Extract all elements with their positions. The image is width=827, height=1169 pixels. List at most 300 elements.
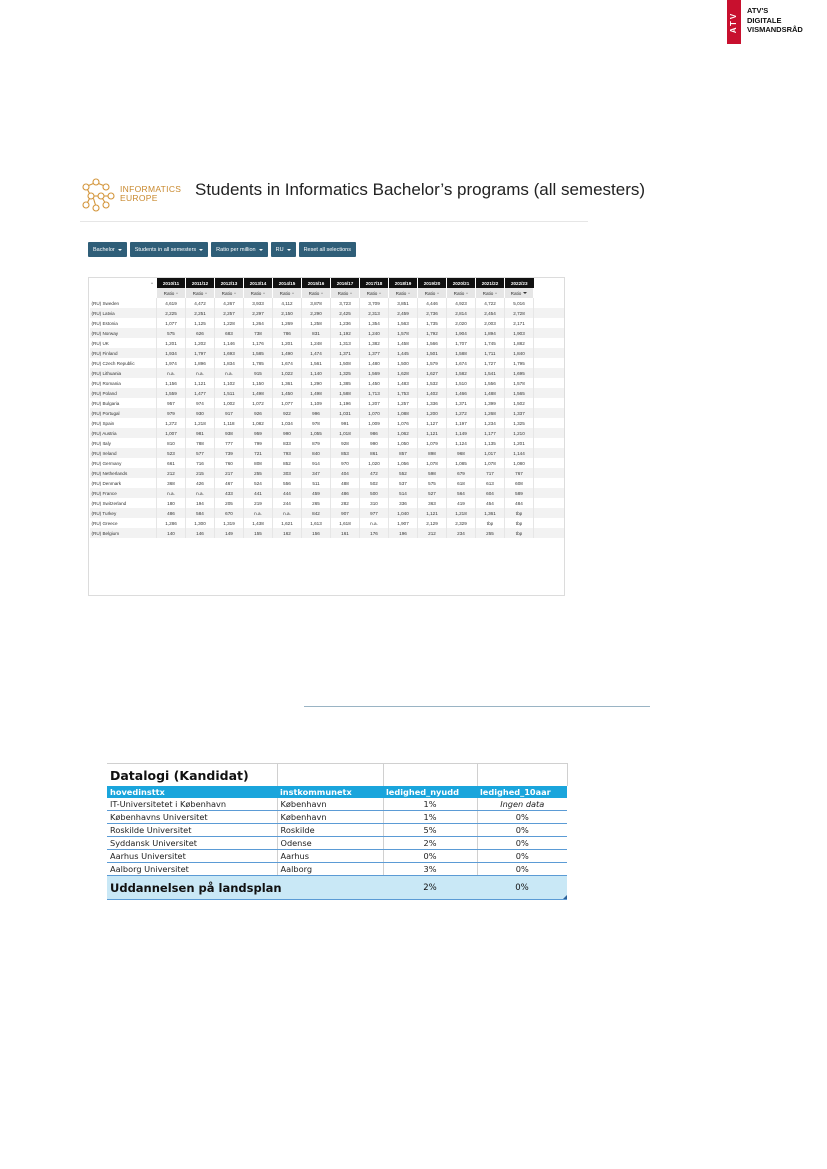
unemployment-new-cell: 5%	[383, 824, 477, 837]
ratio-cell: 1,236	[331, 318, 360, 328]
ratio-cell: 1,258	[302, 318, 331, 328]
ratio-cell: 738	[244, 328, 273, 338]
ratio-cell: 977	[360, 508, 389, 518]
ratio-cell: 1,792	[418, 328, 447, 338]
ratio-cell: 1,150	[244, 378, 273, 388]
ratio-cell: 1,077	[273, 398, 302, 408]
ratio-cell: 1,556	[476, 378, 505, 388]
ratio-cell: 5,016	[505, 298, 534, 308]
ratio-cell: 898	[418, 448, 447, 458]
ratio-cell: 1,450	[273, 388, 302, 398]
ratio-cell: 1,072	[244, 398, 273, 408]
ratio-cell: 1,466	[447, 388, 476, 398]
ratio-cell: 1,753	[389, 388, 418, 398]
ratio-cell: 552	[389, 468, 418, 478]
table-row	[107, 798, 567, 811]
table-row	[90, 328, 564, 338]
ratio-cell: 970	[331, 458, 360, 468]
datalogi-header-row	[107, 786, 567, 798]
table-row	[90, 448, 564, 458]
ratio-cell: 1,502	[505, 398, 534, 408]
ratio-cell: 1,272	[447, 408, 476, 418]
ratio-cell: 721	[244, 448, 273, 458]
unemployment-10y-cell: 0%	[477, 824, 567, 837]
ratio-cell: 1,483	[389, 378, 418, 388]
ratio-cell: 1,477	[186, 388, 215, 398]
sort-asc-icon	[350, 292, 352, 294]
table-row	[90, 368, 564, 378]
country-cell: (RU) Sweden	[91, 300, 120, 306]
year-column-header[interactable]: 2018/19	[389, 278, 418, 288]
sort-asc-icon	[466, 292, 468, 294]
ratio-cell: 4,722	[476, 298, 505, 308]
ratio-cell: 914	[302, 458, 331, 468]
ratio-sort-header[interactable]: Ratio	[331, 288, 360, 298]
ratio-cell: 1,354	[360, 318, 389, 328]
ratio-cell: 2,251	[186, 308, 215, 318]
ratio-cell: 486	[331, 488, 360, 498]
table-row	[90, 508, 564, 518]
ratio-cell: 502	[360, 478, 389, 488]
column-header: ledighed_nyudd	[383, 786, 477, 798]
informatics-europe-wordmark: INFORMATICS EUROPE	[120, 184, 182, 203]
ratio-cell: n.a.	[244, 508, 273, 518]
ratio-cell: 1,361	[476, 508, 505, 518]
unemployment-new-cell: 1%	[383, 798, 477, 811]
ratio-cell: 523	[157, 448, 186, 458]
table-row	[107, 811, 567, 824]
ratio-cell: 3,723	[331, 298, 360, 308]
ratio-cell: 368	[157, 478, 186, 488]
ratio-cell: 2,459	[389, 308, 418, 318]
ratio-sort-header[interactable]: Ratio	[157, 288, 186, 298]
table-row	[90, 348, 564, 358]
sort-asc-icon	[234, 292, 236, 294]
ratio-cell: 1,727	[476, 358, 505, 368]
ratio-cell: 978	[302, 418, 331, 428]
ratio-cell: 347	[302, 468, 331, 478]
ratio-cell: 857	[389, 448, 418, 458]
ratio-cell: 459	[302, 488, 331, 498]
country-cell: (RU) Norway	[90, 328, 157, 338]
divider	[304, 706, 650, 707]
municipality-cell: Aarhus	[277, 850, 383, 863]
ratio-cell: 1,109	[302, 398, 331, 408]
ratio-cell: 2,728	[505, 308, 534, 318]
ratio-cell: 683	[215, 328, 244, 338]
ratio-cell: 1,627	[418, 368, 447, 378]
ratio-cell: tbp	[505, 518, 534, 528]
ratio-cell: 968	[447, 448, 476, 458]
table-row	[107, 863, 567, 876]
ratio-cell: 1,201	[505, 438, 534, 448]
ratio-cell: 217	[215, 468, 244, 478]
resize-handle-icon	[563, 895, 567, 899]
ratio-cell: 1,713	[360, 388, 389, 398]
ratio-cell: 661	[157, 458, 186, 468]
year-header-row	[90, 278, 564, 288]
ratio-sort-header[interactable]: Ratio	[360, 288, 389, 298]
reset-selections-button[interactable]: Reset all selections	[299, 242, 356, 257]
ratio-cell: 840	[302, 448, 331, 458]
column-header: instkommunetx	[277, 786, 383, 798]
ratio-sort-header[interactable]: Ratio	[476, 288, 505, 298]
unemployment-10y-cell: 0%	[477, 850, 567, 863]
ratio-cell: 928	[331, 438, 360, 448]
ratio-cell: 1,510	[447, 378, 476, 388]
municipality-cell: Aalborg	[277, 863, 383, 876]
ratio-cell: 1,140	[302, 368, 331, 378]
ratio-cell: 1,797	[186, 348, 215, 358]
ratio-cell: 444	[273, 488, 302, 498]
ratio-cell: 1,896	[186, 358, 215, 368]
sort-desc-icon	[523, 292, 527, 294]
ratio-cell: 454	[476, 498, 505, 508]
ratio-cell: 1,399	[476, 398, 505, 408]
ratio-sort-header[interactable]: Ratio	[418, 288, 447, 298]
metric-filter-button[interactable]: Ratio per million	[211, 242, 267, 257]
ratio-cell: 426	[186, 478, 215, 488]
ratio-cell: 524	[244, 478, 273, 488]
ratio-cell: 176	[360, 528, 389, 538]
ratio-cell: 1,102	[215, 378, 244, 388]
year-column-header[interactable]: 2010/11	[157, 278, 186, 288]
table-row	[90, 298, 564, 308]
ratio-cell: n.a.	[186, 368, 215, 378]
country-cell: (RU) Greece	[91, 520, 118, 526]
ratio-cell: 831	[302, 328, 331, 338]
ratio-cell: 981	[186, 428, 215, 438]
ratio-cell: 2,003	[476, 318, 505, 328]
ratio-cell: 1,559	[157, 388, 186, 398]
year-column-header[interactable]: 2011/12	[186, 278, 215, 288]
total-unemployment-new: 2%	[383, 876, 477, 900]
year-column-header[interactable]: 2019/20	[418, 278, 447, 288]
country-cell: (RU) Switzerland	[91, 500, 127, 506]
column-header: ledighed_10aar	[477, 786, 567, 798]
ratio-cell: 1,674	[447, 358, 476, 368]
ratio-cell: 608	[505, 478, 534, 488]
students-table-container	[88, 277, 565, 596]
ratio-cell: 991	[331, 418, 360, 428]
ratio-cell: 1,007	[157, 428, 186, 438]
ratio-header-row	[90, 288, 564, 298]
ratio-cell: 1,079	[418, 438, 447, 448]
sort-asc-icon	[379, 292, 381, 294]
country-cell: (RU) Czech Republic	[91, 360, 135, 366]
ratio-cell: 917	[215, 408, 244, 418]
ratio-cell: 852	[273, 458, 302, 468]
ratio-cell: 879	[302, 438, 331, 448]
ratio-cell: 1,082	[244, 418, 273, 428]
table-row	[90, 338, 564, 348]
ratio-cell: 1,438	[244, 518, 273, 528]
ratio-cell: 1,269	[273, 318, 302, 328]
ratio-cell: 1,034	[273, 418, 302, 428]
ratio-cell: 1,385	[331, 378, 360, 388]
ratio-sort-header[interactable]: Ratio	[505, 288, 534, 298]
chevron-down-icon	[199, 249, 203, 251]
year-column-header[interactable]: 2021/22	[476, 278, 505, 288]
ratio-cell: 1,500	[389, 358, 418, 368]
ratio-cell: 799	[244, 438, 273, 448]
brand-line: DIGITALE	[747, 15, 782, 25]
ratio-cell: n.a.	[157, 368, 186, 378]
ratio-cell: 3,878	[302, 298, 331, 308]
ratio-cell: 959	[244, 428, 273, 438]
ratio-cell: 670	[215, 508, 244, 518]
table-row	[90, 418, 564, 428]
ratio-cell: 1,490	[273, 348, 302, 358]
year-column-header[interactable]: 2013/14	[244, 278, 273, 288]
ratio-cell: 1,248	[302, 338, 331, 348]
ratio-cell: tbp	[505, 508, 534, 518]
municipality-cell: Odense	[277, 837, 383, 850]
country-cell: (RU) Poland	[90, 388, 157, 398]
ratio-cell: 1,628	[389, 368, 418, 378]
ratio-cell: 1,207	[360, 398, 389, 408]
ratio-cell: 1,674	[273, 358, 302, 368]
ratio-cell: 180	[157, 498, 186, 508]
ratio-cell: 1,127	[418, 418, 447, 428]
ratio-cell: 2,313	[360, 308, 389, 318]
table-row	[90, 438, 564, 448]
ratio-cell: 1,080	[505, 458, 534, 468]
page-title: Students in Informatics Bachelor’s programs (all semesters)	[195, 180, 646, 199]
ratio-cell: 1,210	[505, 428, 534, 438]
ratio-cell: 1,840	[505, 348, 534, 358]
ratio-cell: 2,020	[447, 318, 476, 328]
ratio-sort-header[interactable]: Ratio	[186, 288, 215, 298]
ratio-cell: 833	[273, 438, 302, 448]
ratio-cell: 861	[360, 448, 389, 458]
ratio-cell: n.a.	[273, 508, 302, 518]
unemployment-new-cell: 2%	[383, 837, 477, 850]
ratio-cell: 156	[302, 528, 331, 538]
atv-logo-badge: ATV	[727, 0, 741, 44]
ratio-cell: 1,532	[418, 378, 447, 388]
ratio-cell: 1,445	[389, 348, 418, 358]
ratio-cell: 957	[157, 398, 186, 408]
chevron-down-icon	[118, 249, 122, 251]
ratio-cell: 244	[273, 498, 302, 508]
ratio-cell: 303	[273, 468, 302, 478]
country-cell: (RU) France	[90, 488, 157, 498]
ratio-cell: n.a.	[157, 488, 186, 498]
ratio-cell: 1,121	[186, 378, 215, 388]
ratio-cell: 1,146	[215, 338, 244, 348]
year-column-header[interactable]: 2017/18	[360, 278, 389, 288]
sort-asc-icon	[176, 292, 178, 294]
ratio-cell: 441	[244, 488, 273, 498]
ratio-cell: 255	[476, 528, 505, 538]
ratio-cell: 1,268	[476, 408, 505, 418]
unemployment-new-cell: 0%	[383, 850, 477, 863]
ratio-cell: 1,124	[447, 438, 476, 448]
unemployment-10y-cell: 0%	[477, 837, 567, 850]
table-corner	[90, 278, 157, 288]
datalogi-title-row	[107, 764, 567, 787]
ratio-sort-header[interactable]: Ratio	[302, 288, 331, 298]
ratio-cell: n.a.	[360, 518, 389, 528]
ratio-cell: 467	[215, 478, 244, 488]
unemployment-10y-cell: 0%	[477, 811, 567, 824]
students-table	[89, 278, 564, 538]
region-filter-button[interactable]: RU	[271, 242, 296, 257]
country-cell: (RU) Netherlands	[90, 468, 157, 478]
ratio-cell: 1,578	[389, 328, 418, 338]
ratio-cell: 205	[215, 498, 244, 508]
ratio-cell: 1,200	[418, 408, 447, 418]
ratio-sort-header[interactable]: Ratio	[389, 288, 418, 298]
ratio-cell: 604	[476, 488, 505, 498]
ratio-cell: 1,711	[476, 348, 505, 358]
table-row	[107, 850, 567, 863]
ratio-cell: 1,745	[476, 338, 505, 348]
ratio-cell: 1,202	[186, 338, 215, 348]
ratio-cell: 4,923	[447, 298, 476, 308]
year-column-header[interactable]: 2015/16	[302, 278, 331, 288]
ratio-cell: 1,934	[157, 348, 186, 358]
ratio-cell: 511	[302, 478, 331, 488]
ratio-cell: 1,613	[302, 518, 331, 528]
ratio-cell: 1,240	[360, 328, 389, 338]
ratio-cell: 760	[215, 458, 244, 468]
ratio-cell: 556	[273, 478, 302, 488]
ratio-cell: 1,196	[331, 398, 360, 408]
ratio-cell: 1,579	[418, 358, 447, 368]
sort-asc-icon	[321, 292, 323, 294]
ratio-cell: 1,511	[215, 388, 244, 398]
country-cell: (RU) Italy	[91, 440, 111, 446]
year-column-header[interactable]: 2016/17	[331, 278, 360, 288]
page-title-container	[195, 180, 646, 200]
ratio-cell: 990	[273, 428, 302, 438]
sort-asc-icon	[263, 292, 265, 294]
country-cell: (RU) Belgium	[90, 528, 157, 538]
country-cell: (RU) Romania	[91, 380, 121, 386]
ratio-cell: 717	[476, 468, 505, 478]
ratio-cell: 679	[447, 468, 476, 478]
ratio-cell: 1,144	[505, 448, 534, 458]
ratio-cell: 2,329	[447, 518, 476, 528]
ratio-cell: 1,578	[505, 378, 534, 388]
country-cell: (RU) Lithuania	[90, 368, 157, 378]
ratio-cell: 162	[273, 528, 302, 538]
ratio-cell: 4,446	[418, 298, 447, 308]
ratio-cell: 577	[186, 448, 215, 458]
year-column-header[interactable]: 2012/13	[215, 278, 244, 288]
ratio-cell: 1,077	[157, 318, 186, 328]
ratio-cell: 613	[476, 478, 505, 488]
ratio-cell: 1,371	[331, 348, 360, 358]
ratio-cell: 1,498	[302, 388, 331, 398]
year-column-header[interactable]: 2020/21	[447, 278, 476, 288]
ratio-cell: 1,325	[331, 368, 360, 378]
table-row	[90, 518, 564, 528]
datalogi-title: Datalogi (Kandidat)	[107, 764, 277, 787]
ratio-sort-header[interactable]: Ratio	[273, 288, 302, 298]
sort-asc-icon	[495, 292, 497, 294]
ratio-cell: 618	[447, 478, 476, 488]
ratio-cell: 1,894	[476, 328, 505, 338]
ratio-cell: 212	[418, 528, 447, 538]
country-cell: (RU) Germany	[91, 460, 122, 466]
ratio-cell: 1,480	[360, 358, 389, 368]
ratio-cell: 4,267	[215, 298, 244, 308]
ratio-sort-header[interactable]: Ratio	[215, 288, 244, 298]
year-column-header[interactable]: 2014/15	[273, 278, 302, 288]
institution-cell: IT-Universitetet i København	[107, 798, 277, 811]
ratio-cell: 500	[360, 488, 389, 498]
ratio-cell: 194	[186, 498, 215, 508]
ratio-cell: 1,361	[273, 378, 302, 388]
ratio-cell: 1,501	[418, 348, 447, 358]
country-cell: (RU) Ireland	[90, 448, 157, 458]
ratio-cell: n.a.	[215, 368, 244, 378]
ratio-cell: 1,031	[331, 408, 360, 418]
semester-filter-button[interactable]: Students in all semesters	[130, 242, 208, 257]
ratio-cell: 4,619	[157, 298, 186, 308]
ratio-cell: 1,078	[476, 458, 505, 468]
ratio-cell: 1,795	[505, 358, 534, 368]
ratio-cell: 404	[331, 468, 360, 478]
ratio-cell: 1,618	[331, 518, 360, 528]
ratio-cell: 1,022	[273, 368, 302, 378]
program-filter-button[interactable]: Bachelor	[88, 242, 127, 257]
ratio-cell: 488	[331, 478, 360, 488]
table-row	[90, 318, 564, 328]
table-row	[90, 388, 564, 398]
ratio-cell: 1,218	[447, 508, 476, 518]
informatics-europe-logo-icon	[80, 177, 120, 213]
ratio-cell: 575	[157, 328, 186, 338]
ratio-cell: 930	[186, 408, 215, 418]
ratio-cell: 788	[186, 438, 215, 448]
sort-asc-icon	[408, 292, 410, 294]
ratio-cell: 1,695	[505, 368, 534, 378]
ratio-cell: 4,112	[273, 298, 302, 308]
year-column-header[interactable]: 2022/23	[505, 278, 534, 288]
unemployment-new-cell: 1%	[383, 811, 477, 824]
institution-cell: Roskilde Universitet	[107, 824, 277, 837]
ratio-cell: 2,171	[505, 318, 534, 328]
ratio-cell: 1,508	[331, 358, 360, 368]
ratio-cell: 265	[302, 498, 331, 508]
ratio-sort-header[interactable]: Ratio	[244, 288, 273, 298]
ratio-cell: 564	[447, 488, 476, 498]
ratio-cell: 1,234	[476, 418, 505, 428]
ratio-cell: 537	[389, 478, 418, 488]
column-header: hovedinsttx	[107, 786, 277, 798]
ratio-cell: 990	[360, 438, 389, 448]
table-row	[90, 458, 564, 468]
ratio-cell: 907	[331, 508, 360, 518]
ratio-sort-header[interactable]: Ratio	[447, 288, 476, 298]
table-row	[90, 428, 564, 438]
ratio-cell: 2,814	[447, 308, 476, 318]
ratio-cell: 1,062	[389, 428, 418, 438]
ratio-cell: 1,588	[331, 388, 360, 398]
ratio-cell: 810	[157, 438, 186, 448]
ratio-cell: 842	[302, 508, 331, 518]
table-row	[107, 837, 567, 850]
ratio-cell: 1,050	[389, 438, 418, 448]
ratio-cell: 1,313	[331, 338, 360, 348]
ratio-cell: 1,040	[389, 508, 418, 518]
ratio-cell: 1,121	[418, 508, 447, 518]
ratio-cell: 1,055	[302, 428, 331, 438]
